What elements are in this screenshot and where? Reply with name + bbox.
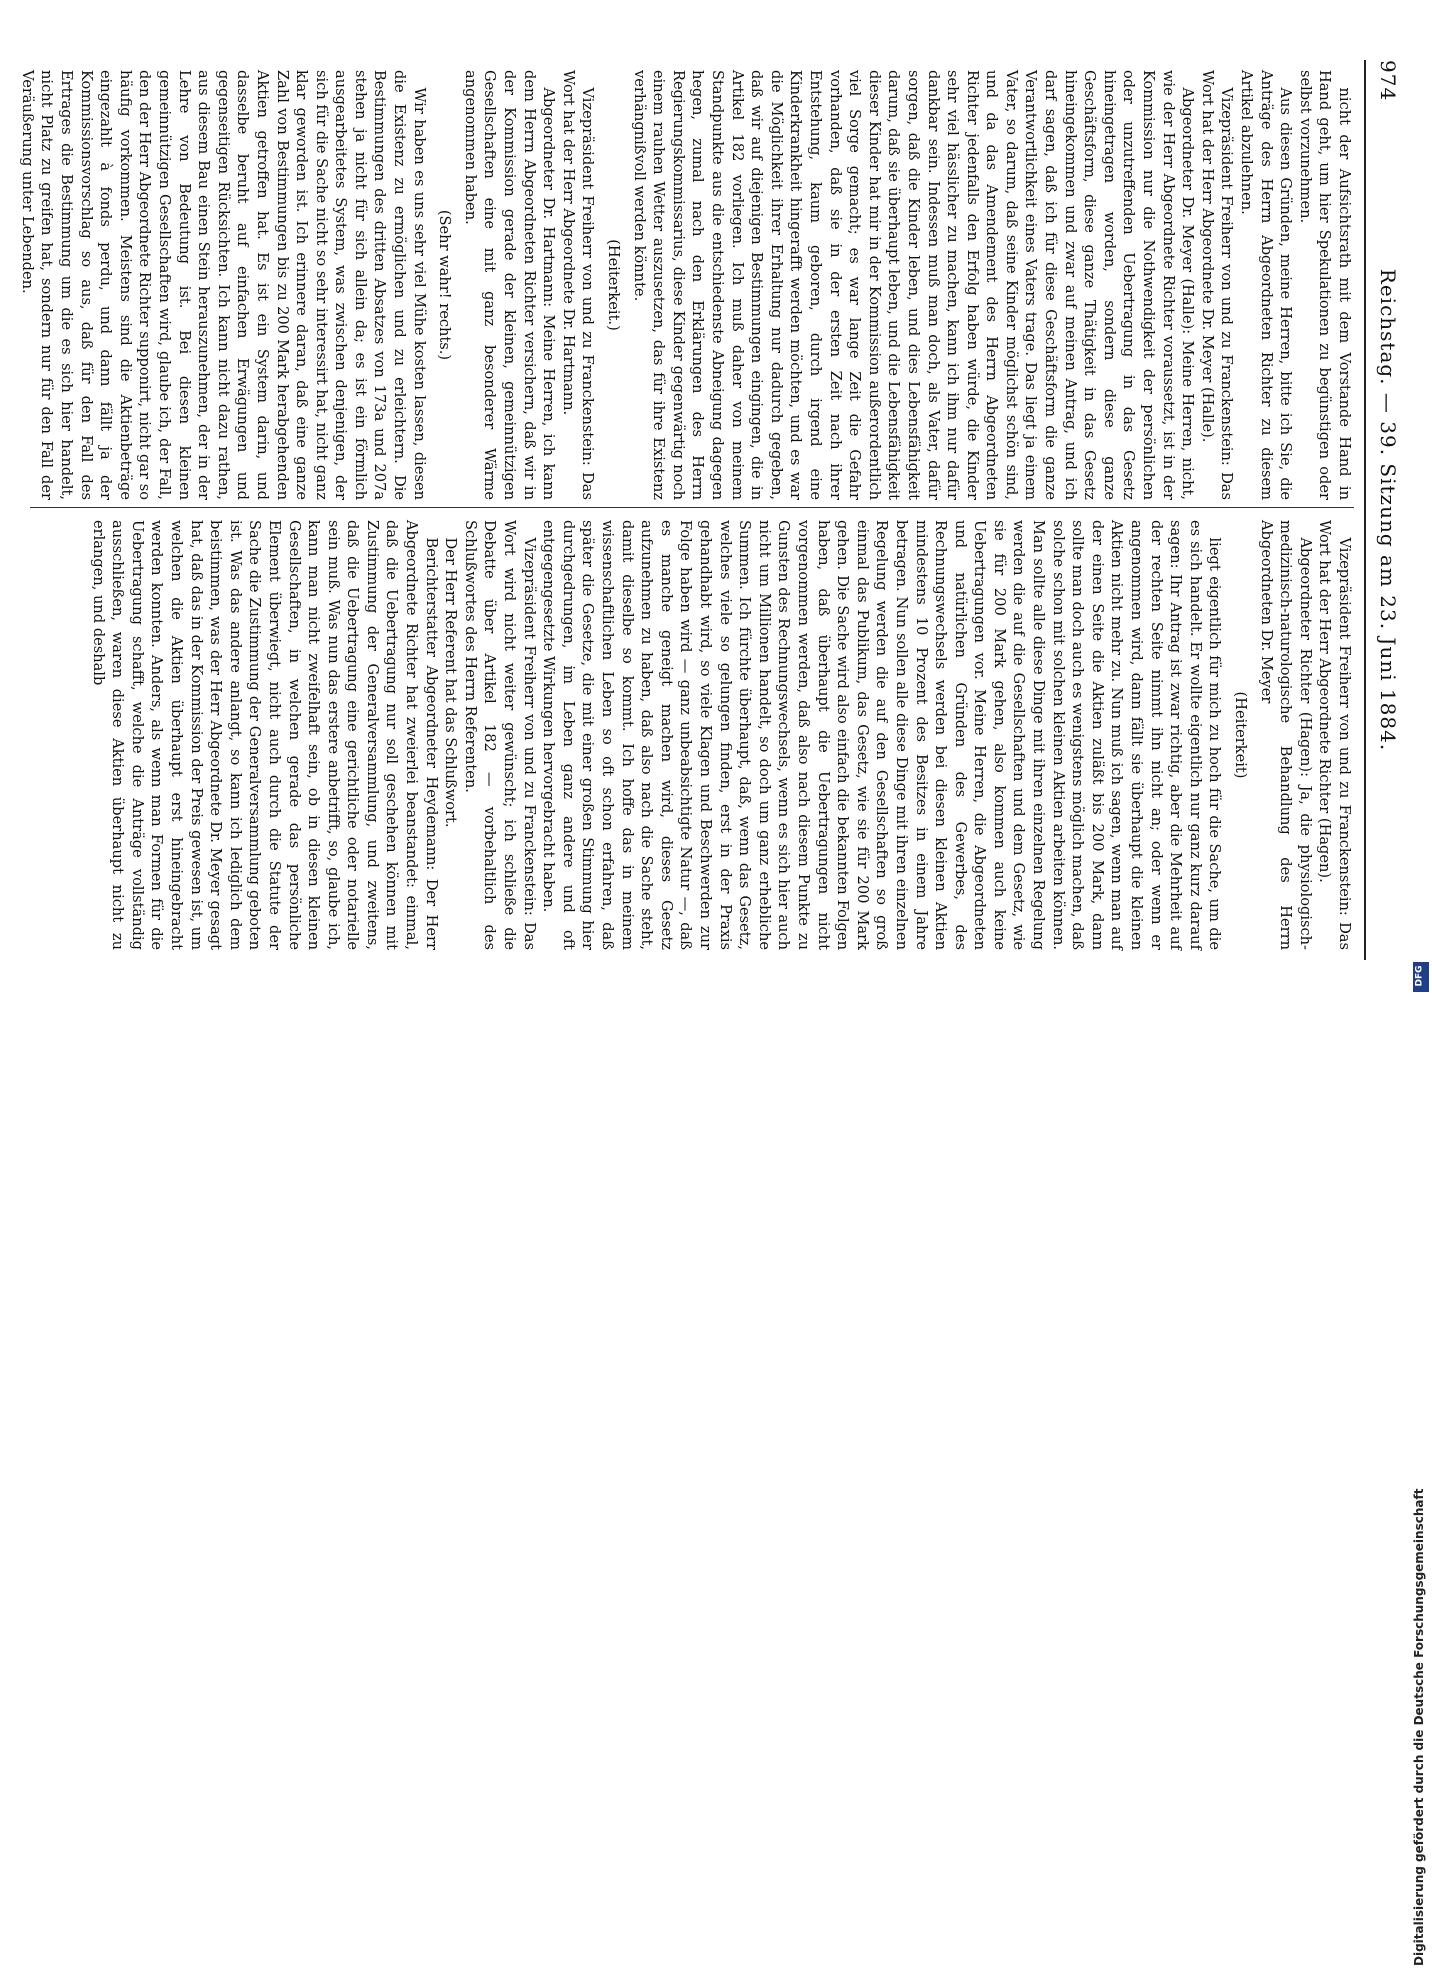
document-page	[0, 0, 1410, 1000]
paragraph: Wir haben es uns sehr viel Mühe kosten lassen, diesen die Existenz zu ermöglichen und zu erleichtern. Die Bestimmungen des dritten Absatzes von 173a und 207a stehen ja nicht für sich allein da; es ist ein förmlich ausgearbeitetes System, was zwischen denjenigen, der sich für die Sache nicht so sehr interessirt hat, nicht ganz klar geworden ist. Ich erinnere daran, daß eine ganze Zahl von Bestimmungen bis zu 200 Mark herabgehenden Aktien getroffen hat. Es ist ein System darin, und dasselbe beruht auf einfachen Erwägungen und gegenseitigen Rücksichten. Ich kann nicht dazu rathen, aus diesem Bau einen Stein herauszunehmen, der in der Lehre von Bedeutung ist. Bei diesen kleinen gemeinnützigen Gesellschaften wird, glaube ich, der Fall, den der Herr Abgeordnete Richter supponirt, nicht gar so häufig vorkommen. Meistens sind die Aktienbeträge eingezahlt à fonds perdu, und dann fällt ja der Kommissionsvorschlag so aus, daß für den Fall des Ertrages die Bestimmung um die es sich hier handelt, nicht Platz zu greifen hat, sondern nur für den Fall der Veräußerung unter Lebenden.	[18, 70, 428, 500]
paragraph: Vizepräsident Freiherr von und zu Franckenstein: Das Wort hat der Herr Abgeordnete Dr. Meyer (Halle).	[1198, 70, 1236, 500]
paragraph: Vizepräsident Freiherr von und zu Franckenstein: Das Wort hat der Herr Abgeordnete Richter (Hagen).	[1316, 520, 1353, 950]
paragraph: Abgeordneter Dr. Meyer (Halle): Meine Herren, nicht, wie der Herr Abgeordnete Richter voraussetzt, ist in der Kommission nur die Nothwendigkeit der persönlichen oder unzutreffenden Uebertragung in das Gesetz hineingetragen worden, sondern diese ganze Geschäftsform, diese ganze Thätigkeit in das Gesetz hineingekommen und zwar auf meinen Antrag, und ich darf sagen, daß ich für diese Geschäftsform die ganze Verantwortlichkeit eines Vaters trage. Das liegt ja einem Vater, so darum, daß seine Kinder möglichst schön sind, und da das Amendement des Herrn Abgeordneten Richter jedenfalls den Erfolg haben würde, die Kinder sehr viel hässlicher zu machen, kann ich ihm nur dafür dankbar sein. Indessen muß man doch, als Vater, dafür sorgen, daß die Kinder leben, und dies Lebensfähigkeit darum, daß sie überhaupt leben, und die Lebensfähigkeit dieser Kinder hat mir in der Kommission außerordentlich viel Sorge gemacht; es war lange Zeit die Gefahr vorhanden, daß sie in der ersten Zeit nach ihrer Entstehung, kaum geboren, durch irgend eine Kinderkrankheit hingerafft werden möchten, und es war die Möglichkeit ihrer Erhaltung nur dadurch gegeben, daß wir auf diejenigen Bestimmungen eingingen, die in Artikel 182 vorliegen. Ich muß daher von meinem Standpunkte aus die entschiedenste Abneigung dagegen hegen, zumal nach den Erklärungen des Herrn Regierungskommissarius, diese Kinder gegenwärtig noch einem rauhen Wetter auszusetzen, das für ihre Existenz verhängnißvoll werden könnte.	[630, 70, 1197, 500]
digitization-credit	[1410, 0, 1432, 1966]
paragraph: Der Herr Referent hat das Schlußwort.	[442, 537, 460, 828]
right-column	[88, 520, 1354, 950]
page-number: 974	[1376, 60, 1400, 102]
stage-direction: (Heiterkeit)	[1232, 691, 1250, 779]
running-head	[1370, 60, 1400, 960]
paragraph: Berichterstatter Abgeordneter Heydemann: Der Herr Abgeordnete Richter hat zweierlei beanstandet: einmal, daß die Uebertragung nur soll geschehen können mit Zustimmung der Generalversammlung, und zweitens, daß die Uebertragung eine gerichtliche oder notarielle sein muß. Was nun das erstere anbetrifft, so, glaube ich, kann man nicht zweifelhaft sein, ob in diesen kleinen Gesellschaften, in welchen gerade das persönliche Element überwiegt, nicht auch durch die Statute der Sache die Zustimmung der Generalversammlung geboten ist. Was das andere anlangt, so kann ich lediglich dem beistimmen, was der Herr Abgeordnete Dr. Meyer gesagt hat, daß das in der Kommission der Preis gewesen ist, um welchen die Aktien überhaupt erst hineingebracht werden konnten. Anders, als wenn man Formen für die Uebertragung schafft, welche die Anträge vollständig ausschließen, waren diese Aktien überhaupt nicht zu erlangen, und deshalb	[89, 520, 440, 950]
paragraph: liegt eigentlich für mich zu hoch für die Sache, um die es sich handelt. Er wollte eigentlich nur ganz kurz darauf sagen: Ihr Antrag ist zwar richtig, aber die Mehrheit auf der rechten Seite nimmt ihn nicht an; oder wenn er angenommen wird, dann fällt sie überhaupt die kleinen Aktien nicht mehr zu. Nun muß ich sagen, wenn man auf der einen Seite die Aktien zuläßt bis 200 Mark, dann sollte man doch auch es wenigstens möglich machen, daß solche schon mit solchen kleinen Aktien arbeiten können. Man sollte alle diese Dinge mit ihren einzelnen Regelung werden die auf die Gesellschaften und dem Gesetz, wie sie für 200 Mark gehen, also kommen auch keine Uebertragungen vor. Meine Herren, die Abgeordneten und natürlichen Gründen des Gewerbes, des Rechnungswechsels werden bei diesen kleinen Aktien mindestens 10 Prozent des Besitzes in einem Jahre betragen. Nun sollen alle diese Dinge mit ihren einzelnen Regelung werden die auf den Gesellschaften so groß einmal das Publikum, das Gesetz, wie sie für 200 Mark gehen. Die Sache wird also einfach die bekannten Folgen haben, daß überhaupt die Uebertragungen nicht vorgenommen werden, daß also nach diesem Punkte zu Gunsten des Rechnungswechsels, wenn es sich hier auch nicht um Millionen handelt, so doch um ganz erhebliche Summen. Ich fürchte überhaupt, daß, wenn das Gesetz, welches viele so gelungen finden, erst in der Praxis gehandhabt wird, so viele Klagen und Beschwerden zur Folge haben wird — ganz unbeabsichtigte Natur —, daß es manche geneigt machen wird, dieses Gesetz aufzunehmen zu haben, daß also nach die Sache steht, damit dieselbe so kommt. Ich hoffe das in meinem wissenschaftlichen Leben so oft schon erfahren, daß später die Gesetze, die mit einer großen Stimmung hier durchgedrungen, im Leben ganz andere und oft entgegengesetzte Wirkungen hervorgebracht haben.	[540, 520, 1224, 950]
stage-direction: (Heiterkeit.)	[605, 239, 623, 331]
header-rule	[1364, 60, 1366, 960]
column-divider	[30, 507, 1354, 508]
paragraph: Vizepräsident Freiherr von und zu Franckenstein: Das Wort wird nicht weiter gewünscht; ich schließe die Debatte über Artikel 182 — vorbehaltlich des Schlußwortes des Herrn Referenten.	[461, 520, 538, 950]
page-title: Reichstag. — 39. Sitzung am 23. Juni 1884.	[1376, 268, 1400, 752]
stage-direction: (Sehr wahr! rechts.)	[436, 209, 454, 361]
logo-text: DFG	[1414, 965, 1425, 987]
paragraph: Aus diesen Gründen, meine Herren, bitte ich Sie, die Anträge des Herrn Abgeordneten Richter zu diesem Artikel abzulehnen.	[1238, 70, 1295, 500]
paragraph: Vizepräsident Freiherr von und zu Franckenstein: Das Wort hat der Herr Abgeordnete Dr. Hartmann.	[559, 70, 597, 500]
left-column	[17, 70, 1354, 500]
paragraph: nicht der Aufsichtsrath mit dem Vorstande Hand in Hand geht, um hier Spekulationen zu begünstigen oder selbst vorzunehmen.	[1296, 70, 1353, 500]
dfg-logo	[1413, 962, 1429, 992]
paragraph: Abgeordneter Dr. Hartmann: Meine Herren, ich kann dem Herrn Abgeordneten Richter versichern, daß wir in der Kommission gerade der kleinen, gemeinnützigen Gesellschaften eine mit ganz besonderer Wärme angenommen haben.	[461, 70, 558, 500]
credit-text: Digitalisierung gefördert durch die Deutsche Forschungsgemeinschaft	[1412, 1488, 1426, 1966]
paragraph: Abgeordneter Richter (Hagen): Ja, die physiologisch-medizinisch-naturologische Behandlung des Herrn Abgeordneten Dr. Meyer	[1257, 520, 1314, 950]
